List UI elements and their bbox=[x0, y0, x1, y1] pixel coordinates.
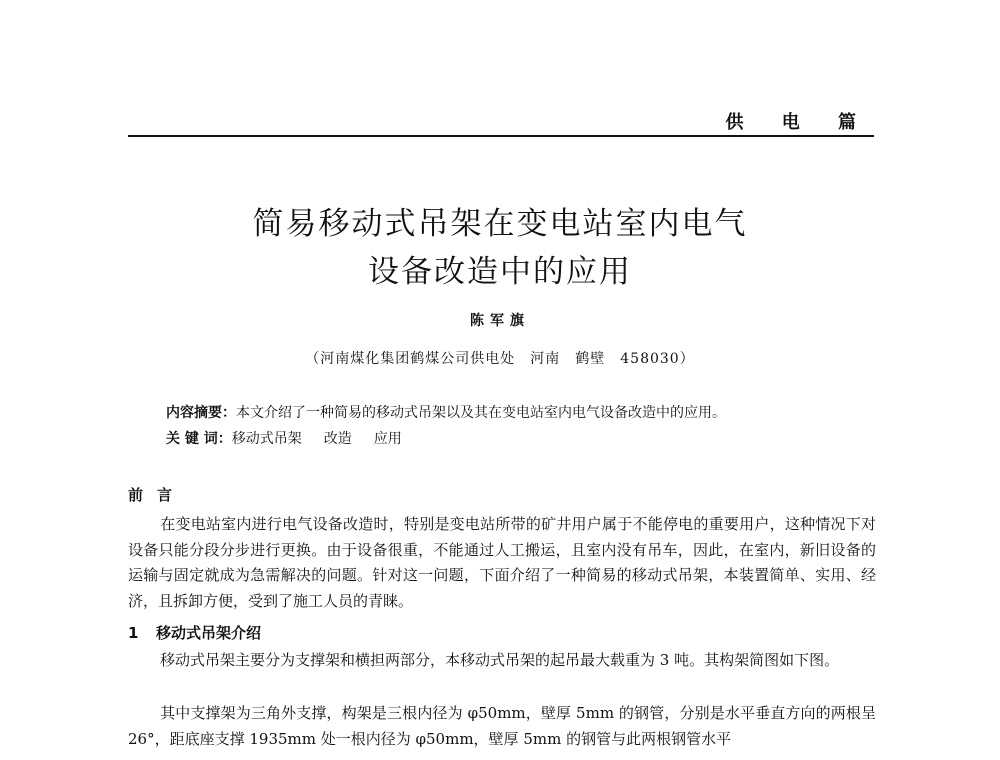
abstract-label: 内容摘要： bbox=[166, 405, 236, 421]
keyword-item: 应用 bbox=[373, 431, 402, 447]
section-1-number: 1 bbox=[128, 624, 139, 642]
intro-text: 在变电站室内进行电气设备改造时，特别是变电站所带的矿井用户属于不能停电的重要用户，这种情况下对设备只能分段分步进行更换。由于设备很重，不能通过人工搬运，且室内没有吊车，因此，在室内，新旧设备的运输与固定就成为急需解决的问题。针对这一问题，下面介绍了一种简易的移动式吊架，本装置简单、实用、经济，且拆卸方便，受到了施工人员的青睐。 bbox=[128, 515, 876, 610]
section-1-paragraph-2 bbox=[128, 701, 876, 752]
keyword-item: 移动式吊架 bbox=[231, 431, 302, 447]
title-line-1: 简易移动式吊架在变电站室内电气 bbox=[252, 206, 748, 242]
author-name: 陈军旗 bbox=[470, 313, 530, 329]
section-1-text-2: 其中支撑架为三角外支撑，构架是三根内径为 φ50mm，壁厚 5mm 的钢管，分别是水平垂直方向的两根呈 26°，距底座支撑 1935mm 处一根内径为 φ50mm，壁厚 5mm 的钢管与此两根钢管水平 bbox=[128, 704, 876, 748]
section-1-text-1: 移动式吊架主要分为支撑架和横担两部分，本移动式吊架的起吊最大载重为 3 吨。其构架简图如下图。 bbox=[160, 651, 840, 669]
article-title bbox=[0, 200, 1000, 296]
keyword-item: 改造 bbox=[323, 431, 352, 447]
header-rule bbox=[128, 135, 874, 137]
intro-paragraph bbox=[128, 512, 876, 614]
section-tag: 供 电 篇 bbox=[725, 112, 872, 133]
author-affiliation: （河南煤化集团鹤煤公司供电处 河南 鹤壁 458030） bbox=[305, 351, 695, 367]
abstract-text: 本文介绍了一种简易的移动式吊架以及其在变电站室内电气设备改造中的应用。 bbox=[236, 405, 726, 421]
section-1-paragraph-1 bbox=[128, 648, 876, 674]
keywords bbox=[166, 428, 402, 448]
abstract bbox=[166, 402, 726, 422]
section-1-heading bbox=[128, 622, 261, 643]
section-1-title: 移动式吊架介绍 bbox=[156, 624, 262, 642]
title-line-2: 设备改造中的应用 bbox=[368, 254, 632, 290]
intro-heading: 前言 bbox=[128, 486, 187, 504]
keywords-label: 关 键 词： bbox=[166, 431, 232, 447]
